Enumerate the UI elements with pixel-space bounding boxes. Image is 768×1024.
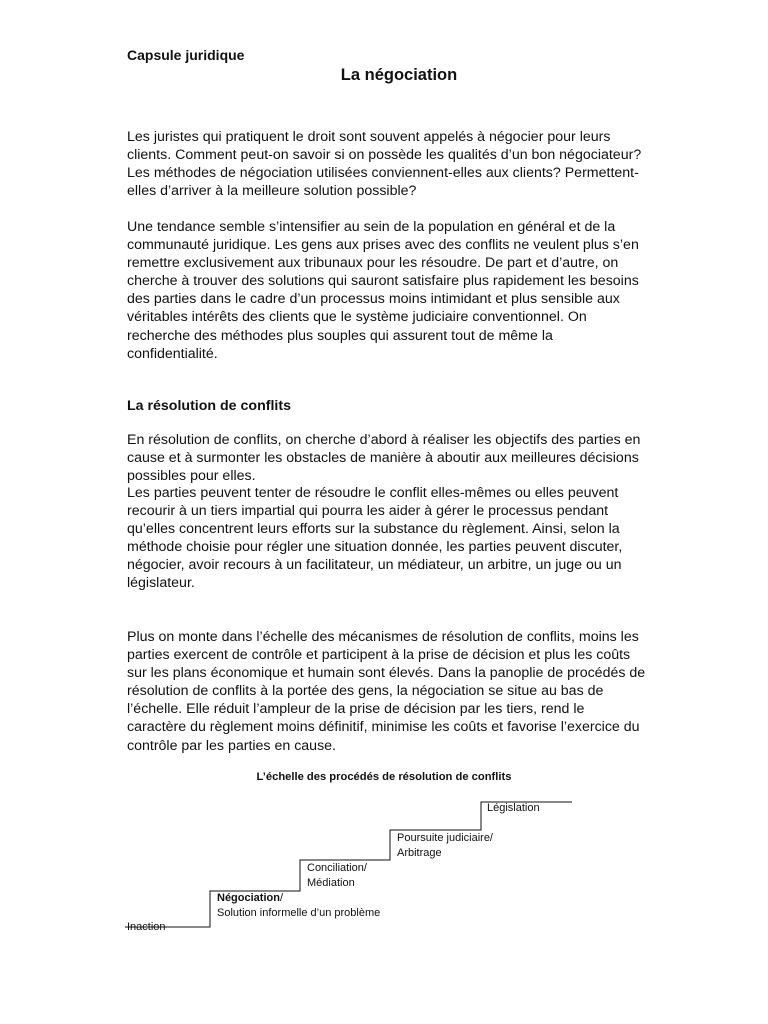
step-legislation: Législation (487, 802, 540, 814)
section-paragraph-1: En résolution de conflits, on cherche d’abord à réaliser les objectifs des parties en cause et à surmonter les obstacles de manière à aboutir aux meilleures décisions possibles pour elles. (127, 432, 641, 485)
step-mediation: Médiation (307, 877, 355, 889)
section-paragraph-3: Plus on monte dans l’échelle des mécanismes de résolution de conflits, moins les parties exercent de contrôle et participent à la prise de décision et plus les coûts sur les plans économique et humain sont élevés. Dans la panoplie de procédés de résolution de conflits à la portée des gens, la négociation se situe au bas de l’échelle. Elle réduit l’ampleur de la prise de décision par les tiers, rend le caractère du règlement moins définitif, minimise les coûts et favorise l’exercice du contrôle par les parties en cause. (127, 629, 646, 754)
step-conciliation: Conciliation/ (307, 862, 367, 874)
step-negociation (217, 891, 283, 905)
document-label: Capsule juridique (127, 47, 245, 63)
step-negociation-title: Négociation (217, 892, 280, 904)
step-poursuite: Poursuite judiciaire/ (397, 832, 493, 844)
step-negociation-slash: / (279, 892, 284, 904)
step-arbitrage: Arbitrage (397, 847, 442, 859)
intro-paragraph-2: Une tendance semble s’intensifier au sein de la population en général et de la communauté juridique. Les gens aux prises avec des conflits ne veulent plus s’en remettre exclusivement aux tribunaux pour les résoudre. De part et d’autre, on cherche à trouver des solutions qui sauront satisfaire plus rapidement les besoins des parties dans le cadre d’un processus moins intimidant et plus sensible aux véritables intérêts des clients que le système judiciaire conventionnel. On recherche des méthodes plus souples qui assurent tout de même la confidentialité. (127, 219, 639, 362)
step-inaction: Inaction (127, 921, 166, 933)
page-title: La négociation (340, 66, 458, 84)
section-paragraph-2: Les parties peuvent tenter de résoudre le conflit elles-mêmes ou elles peuvent recourir à un tiers impartial qui pourra les aider à gérer le processus pendant qu’elles concentrent leurs efforts sur la substance du règlement. Ainsi, selon la méthode choisie pour régler une situation donnée, les parties peuvent discuter, négocier, avoir recours à un facilitateur, un médiateur, un arbitre, un juge ou un législateur. (127, 485, 623, 592)
section-heading: La résolution de conflits (127, 398, 291, 414)
step-negociation-subtitle: Solution informelle d’un problème (217, 907, 381, 919)
diagram-title: L’échelle des procédés de résolution de conflits (256, 771, 512, 783)
intro-paragraph-1: Les juristes qui pratiquent le droit sont souvent appelés à négocier pour leurs clients. Comment peut-on savoir si on possède les qualités d’un bon négociateur? Les méthodes de négociation utilisées conviennent-elles aux clients? Permettent-elles d’arriver à la meilleure solution possible? (127, 129, 642, 200)
